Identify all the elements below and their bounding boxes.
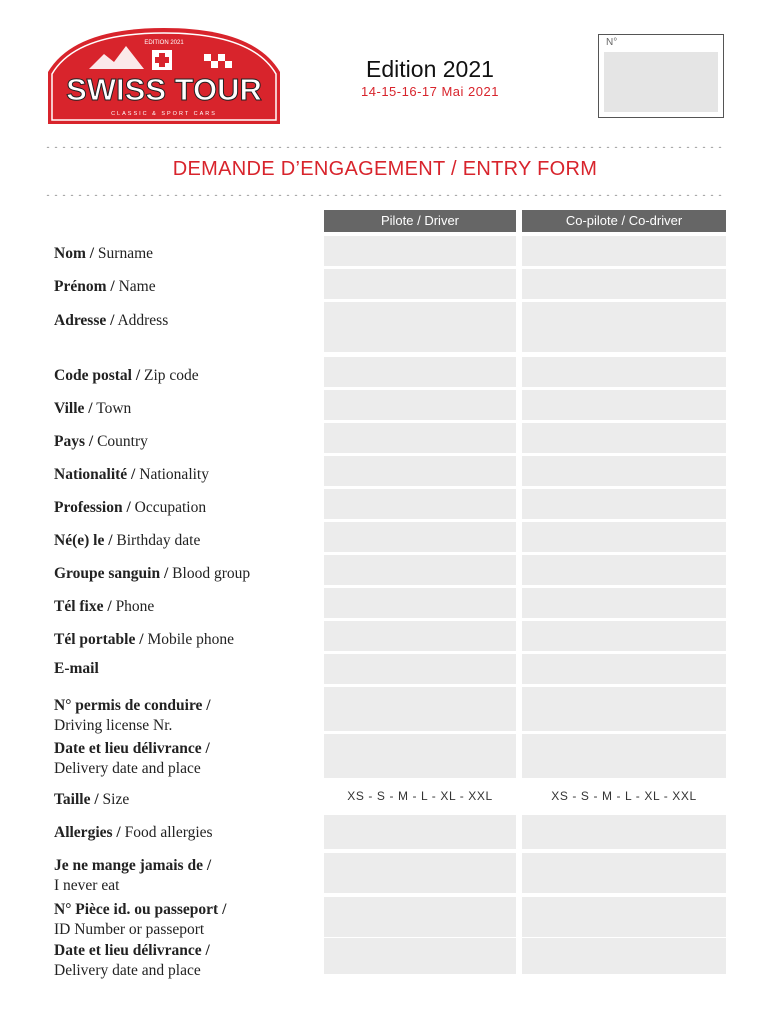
field-label-fr: Allergies /: [54, 824, 121, 841]
field-label-en: Country: [93, 433, 148, 450]
logo-brand-text: SWISS TOUR: [66, 72, 262, 107]
field-label-en: Food allergies: [120, 824, 213, 841]
field-label-fr: Je ne mange jamais de /: [54, 857, 212, 874]
event-dates: 14-15-16-17 Mai 2021: [361, 84, 499, 99]
input-cell-pilot[interactable]: [324, 302, 516, 352]
field-label-fr: Code postal /: [54, 367, 141, 384]
input-cell-copilot[interactable]: [522, 390, 726, 420]
field-label-en: Address: [114, 312, 169, 329]
size-options-pilot[interactable]: XS - S - M - L - XL - XXL: [347, 789, 493, 803]
input-cell-pilot[interactable]: [324, 734, 516, 778]
input-cell-pilot[interactable]: [324, 357, 516, 387]
input-cell-copilot[interactable]: [522, 456, 726, 486]
field-label-en: Driving license Nr.: [54, 717, 173, 734]
field-label-en: ID Number or passeport: [54, 921, 205, 938]
dotted-divider-bottom: [44, 194, 726, 196]
input-cell-copilot[interactable]: [522, 687, 726, 731]
field-label: [54, 531, 200, 551]
input-cell-copilot[interactable]: [522, 621, 726, 651]
field-label-fr: Date et lieu délivrance /: [54, 942, 210, 959]
field-label: [54, 597, 154, 617]
input-cell-copilot[interactable]: [522, 269, 726, 299]
field-label-en: Size: [98, 791, 130, 808]
field-label-en: Mobile phone: [143, 631, 234, 648]
field-label: [54, 900, 226, 940]
input-cell-copilot[interactable]: [522, 522, 726, 552]
field-label-fr: Prénom /: [54, 278, 115, 295]
entry-number-label: N°: [606, 37, 618, 48]
field-label-en: Name: [114, 278, 156, 295]
input-cell-pilot[interactable]: [324, 456, 516, 486]
input-cell-pilot[interactable]: [324, 269, 516, 299]
field-label: [54, 790, 129, 810]
field-label-en: Zip code: [140, 367, 199, 384]
field-label: [54, 277, 156, 297]
input-cell-copilot[interactable]: [522, 654, 726, 684]
input-cell-pilot[interactable]: [324, 522, 516, 552]
logo-edition-text: EDITION 2021: [144, 40, 184, 46]
column-header-pilot: Pilote / Driver: [324, 210, 516, 232]
edition-title: Edition 2021: [366, 56, 494, 82]
field-label-fr: Pays /: [54, 433, 94, 450]
field-label-fr: Ville /: [54, 400, 93, 417]
field-label-fr: Né(e) le /: [54, 532, 113, 549]
input-cell-copilot[interactable]: [522, 357, 726, 387]
field-label: [54, 399, 131, 419]
field-label-en: Nationality: [135, 466, 209, 483]
field-label: [54, 739, 210, 779]
field-label: [54, 432, 148, 452]
field-label-en: Blood group: [168, 565, 251, 582]
field-label-fr: Nom /: [54, 245, 95, 262]
field-label: [54, 311, 168, 331]
field-label-fr: Tél fixe /: [54, 598, 112, 615]
input-cell-pilot[interactable]: [324, 588, 516, 618]
input-cell-pilot[interactable]: [324, 853, 516, 893]
input-cell-copilot[interactable]: [522, 734, 726, 778]
input-cell-pilot[interactable]: [324, 815, 516, 849]
input-cell-pilot[interactable]: [324, 390, 516, 420]
field-label-en: Delivery date and place: [54, 760, 201, 777]
input-cell-copilot[interactable]: [522, 555, 726, 585]
input-cell-copilot[interactable]: [522, 489, 726, 519]
field-label-en: Surname: [94, 245, 154, 262]
field-label: [54, 465, 209, 485]
input-cell-pilot[interactable]: [324, 938, 516, 974]
field-label-en: I never eat: [54, 877, 120, 894]
field-label-en: Birthday date: [112, 532, 201, 549]
field-label-fr: Nationalité /: [54, 466, 136, 483]
size-options-copilot[interactable]: XS - S - M - L - XL - XXL: [551, 789, 697, 803]
swiss-tour-logo: [44, 24, 284, 126]
input-cell-copilot[interactable]: [522, 815, 726, 849]
input-cell-copilot[interactable]: [522, 302, 726, 352]
field-label: [54, 244, 153, 264]
field-label-fr: Adresse /: [54, 312, 115, 329]
field-label: [54, 659, 99, 679]
input-cell-pilot[interactable]: [324, 654, 516, 684]
input-cell-pilot[interactable]: [324, 897, 516, 937]
field-label-fr: Date et lieu délivrance /: [54, 740, 210, 757]
input-cell-pilot[interactable]: [324, 236, 516, 266]
field-label: [54, 941, 210, 981]
field-label-fr: N° permis de conduire /: [54, 697, 211, 714]
input-cell-copilot[interactable]: [522, 423, 726, 453]
field-label-en: Phone: [111, 598, 155, 615]
input-cell-copilot[interactable]: [522, 938, 726, 974]
field-label: [54, 823, 213, 843]
input-cell-pilot[interactable]: [324, 687, 516, 731]
input-cell-copilot[interactable]: [522, 236, 726, 266]
input-cell-copilot[interactable]: [522, 853, 726, 893]
logo-tagline-text: CLASSIC & SPORT CARS: [111, 111, 217, 117]
input-cell-pilot[interactable]: [324, 621, 516, 651]
field-label: [54, 630, 234, 650]
dotted-divider-top: [44, 146, 726, 148]
field-label-en: Delivery date and place: [54, 962, 201, 979]
field-label-fr: Profession /: [54, 499, 131, 516]
form-title: DEMANDE D’ENGAGEMENT / ENTRY FORM: [172, 158, 598, 180]
field-label-fr: Tél portable /: [54, 631, 144, 648]
entry-number-field[interactable]: [604, 52, 718, 112]
field-label: [54, 498, 206, 518]
field-label-fr: Groupe sanguin /: [54, 565, 169, 582]
field-label-en: Town: [92, 400, 132, 417]
field-label: [54, 696, 211, 736]
input-cell-copilot[interactable]: [522, 588, 726, 618]
field-label: [54, 856, 211, 896]
field-label: [54, 564, 250, 584]
input-cell-pilot[interactable]: [324, 423, 516, 453]
field-label: [54, 366, 199, 386]
input-cell-pilot[interactable]: [324, 555, 516, 585]
input-cell-pilot[interactable]: [324, 489, 516, 519]
column-header-copilot: Co-pilote / Co-driver: [522, 210, 726, 232]
field-label-fr: E-mail: [54, 660, 99, 677]
input-cell-copilot[interactable]: [522, 897, 726, 937]
field-label-fr: Taille /: [54, 791, 99, 808]
field-label-fr: N° Pièce id. ou passeport /: [54, 901, 227, 918]
field-label-en: Occupation: [130, 499, 207, 516]
